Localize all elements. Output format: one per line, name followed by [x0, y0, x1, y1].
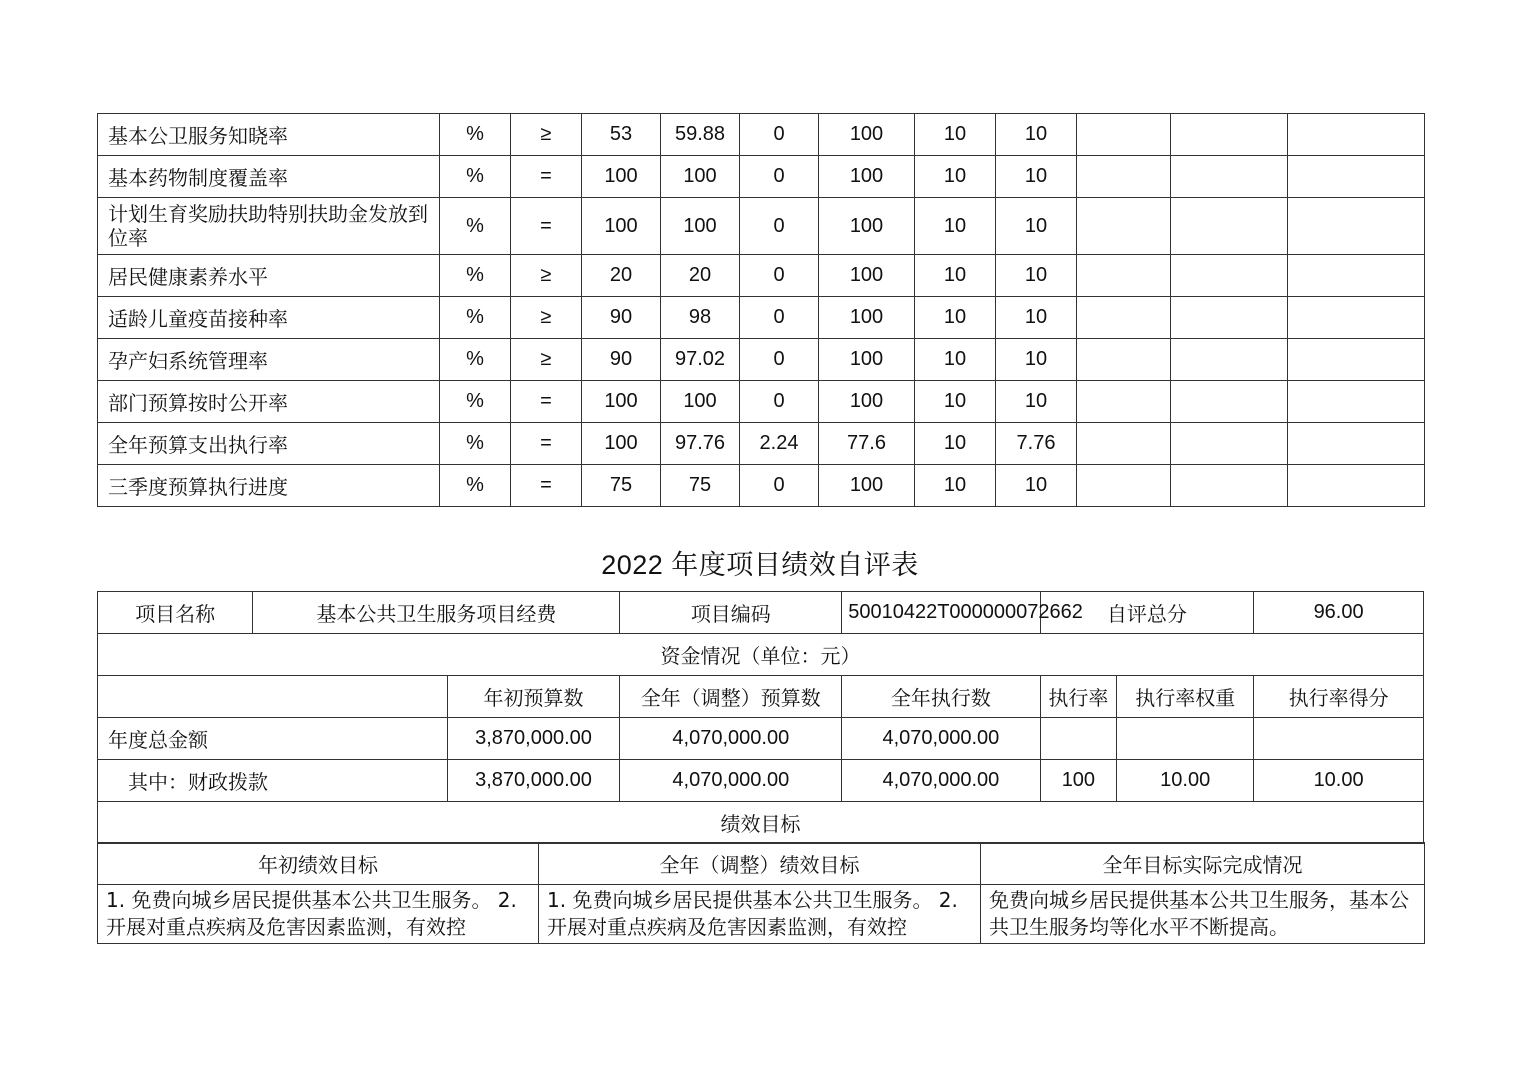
indicator-empty-cell [1171, 381, 1288, 423]
header-exec-weight: 执行率权重 [1117, 676, 1254, 718]
indicator-empty-cell [1171, 465, 1288, 507]
indicator-target: 75 [582, 465, 661, 507]
goals-table [97, 842, 1425, 944]
indicator-score: 10 [996, 156, 1077, 198]
table-row [98, 114, 1425, 156]
indicator-unit: % [440, 255, 511, 297]
project-name-value: 基本公共卫生服务项目经费 [253, 592, 620, 634]
total-label: 年度总金额 [98, 718, 448, 760]
indicator-target: 90 [582, 339, 661, 381]
indicator-deviation: 0 [740, 465, 819, 507]
indicator-empty-cell [1077, 465, 1171, 507]
indicator-target: 100 [582, 198, 661, 255]
indicator-score: 7.76 [996, 423, 1077, 465]
indicator-weight: 10 [915, 255, 996, 297]
indicator-rate: 100 [819, 114, 915, 156]
project-code-value: 50010422T000000072662 [842, 592, 1040, 634]
indicator-actual: 100 [661, 381, 740, 423]
funds-header-row [98, 676, 1424, 718]
indicator-name: 部门预算按时公开率 [98, 381, 440, 423]
goals-section-label: 绩效目标 [98, 802, 1424, 844]
header-exec-score: 执行率得分 [1254, 676, 1424, 718]
indicator-rate: 100 [819, 381, 915, 423]
table-row [98, 339, 1425, 381]
goals-content-row [98, 885, 1425, 944]
indicator-rate: 100 [819, 156, 915, 198]
indicator-actual: 75 [661, 465, 740, 507]
fiscal-adjusted: 4,070,000.00 [620, 760, 842, 802]
indicator-deviation: 0 [740, 381, 819, 423]
header-executed: 全年执行数 [842, 676, 1040, 718]
indicator-score: 10 [996, 198, 1077, 255]
indicator-score: 10 [996, 114, 1077, 156]
indicator-name: 基本公卫服务知晓率 [98, 114, 440, 156]
table-row [98, 423, 1425, 465]
indicator-score: 10 [996, 255, 1077, 297]
indicator-empty-cell [1288, 297, 1425, 339]
indicator-rate: 77.6 [819, 423, 915, 465]
indicator-weight: 10 [915, 423, 996, 465]
indicator-rate: 100 [819, 255, 915, 297]
indicator-name: 孕产妇系统管理率 [98, 339, 440, 381]
indicator-unit: % [440, 198, 511, 255]
indicator-empty-cell [1288, 114, 1425, 156]
total-rate [1040, 718, 1117, 760]
indicator-unit: % [440, 297, 511, 339]
indicator-target: 100 [582, 423, 661, 465]
indicator-empty-cell [1077, 423, 1171, 465]
indicator-weight: 10 [915, 465, 996, 507]
total-score-value: 96.00 [1254, 592, 1424, 634]
indicator-empty-cell [1288, 423, 1425, 465]
indicator-rate: 100 [819, 465, 915, 507]
header-adjusted-goals: 全年（调整）绩效目标 [539, 843, 981, 885]
indicator-unit: % [440, 423, 511, 465]
indicator-target: 100 [582, 156, 661, 198]
indicator-actual: 98 [661, 297, 740, 339]
indicator-operator: ≥ [511, 114, 582, 156]
header-adjusted-budget: 全年（调整）预算数 [620, 676, 842, 718]
indicator-actual: 100 [661, 198, 740, 255]
indicator-weight: 10 [915, 198, 996, 255]
fiscal-score: 10.00 [1254, 760, 1424, 802]
indicator-unit: % [440, 156, 511, 198]
total-score-label: 自评总分 [1040, 592, 1254, 634]
header-initial-goals: 年初绩效目标 [98, 843, 539, 885]
indicator-score: 10 [996, 339, 1077, 381]
indicator-name: 基本药物制度覆盖率 [98, 156, 440, 198]
indicator-empty-cell [1171, 423, 1288, 465]
indicator-unit: % [440, 114, 511, 156]
funds-fiscal-row [98, 760, 1424, 802]
indicator-name: 适龄儿童疫苗接种率 [98, 297, 440, 339]
fiscal-rate: 100 [1040, 760, 1117, 802]
indicator-operator: = [511, 156, 582, 198]
goals-section-row [98, 802, 1424, 844]
indicator-score: 10 [996, 297, 1077, 339]
indicator-unit: % [440, 339, 511, 381]
indicator-weight: 10 [915, 381, 996, 423]
indicator-deviation: 0 [740, 198, 819, 255]
indicator-weight: 10 [915, 156, 996, 198]
indicator-deviation: 0 [740, 114, 819, 156]
indicator-unit: % [440, 465, 511, 507]
indicator-rate: 100 [819, 339, 915, 381]
indicator-empty-cell [1171, 339, 1288, 381]
indicator-unit: % [440, 381, 511, 423]
indicator-operator: = [511, 198, 582, 255]
indicator-empty-cell [1288, 465, 1425, 507]
funds-total-row [98, 718, 1424, 760]
table-row [98, 198, 1425, 255]
indicator-empty-cell [1288, 198, 1425, 255]
indicator-operator: = [511, 465, 582, 507]
table-row [98, 255, 1425, 297]
indicator-operator: ≥ [511, 297, 582, 339]
total-weight [1117, 718, 1254, 760]
indicator-operator: = [511, 381, 582, 423]
indicator-empty-cell [1288, 381, 1425, 423]
header-actual-completion: 全年目标实际完成情况 [981, 843, 1425, 885]
indicator-actual: 59.88 [661, 114, 740, 156]
indicator-deviation: 2.24 [740, 423, 819, 465]
indicator-weight: 10 [915, 297, 996, 339]
indicator-deviation: 0 [740, 255, 819, 297]
indicator-deviation: 0 [740, 156, 819, 198]
indicator-empty-cell [1171, 297, 1288, 339]
indicator-empty-cell [1288, 255, 1425, 297]
indicator-weight: 10 [915, 339, 996, 381]
fiscal-executed: 4,070,000.00 [842, 760, 1040, 802]
indicator-empty-cell [1077, 381, 1171, 423]
indicator-name: 计划生育奖励扶助特别扶助金发放到位率 [98, 198, 440, 255]
indicator-empty-cell [1171, 255, 1288, 297]
indicator-target: 100 [582, 381, 661, 423]
actual-completion-text: 免费向城乡居民提供基本公共卫生服务，基本公共卫生服务均等化水平不断提高。 [981, 885, 1425, 944]
indicator-empty-cell [1171, 156, 1288, 198]
indicator-deviation: 0 [740, 297, 819, 339]
table-row [98, 381, 1425, 423]
funds-section-label: 资金情况（单位：元） [98, 634, 1424, 676]
fiscal-initial: 3,870,000.00 [447, 760, 620, 802]
adjusted-goals-text: 1. 免费向城乡居民提供基本公共卫生服务。 2. 开展对重点疾病及危害因素监测，有效控 [539, 885, 981, 944]
indicator-empty-cell [1171, 198, 1288, 255]
total-score [1254, 718, 1424, 760]
goals-header-row [98, 843, 1425, 885]
project-name-label: 项目名称 [98, 592, 253, 634]
funds-header-blank [98, 676, 448, 718]
indicator-operator: = [511, 423, 582, 465]
fiscal-label: 其中：财政拨款 [98, 760, 448, 802]
total-adjusted: 4,070,000.00 [620, 718, 842, 760]
indicator-empty-cell [1288, 339, 1425, 381]
header-initial-budget: 年初预算数 [447, 676, 620, 718]
table-row [98, 465, 1425, 507]
indicator-empty-cell [1288, 156, 1425, 198]
indicator-name: 全年预算支出执行率 [98, 423, 440, 465]
indicator-actual: 100 [661, 156, 740, 198]
indicator-actual: 97.76 [661, 423, 740, 465]
project-info-row [98, 592, 1424, 634]
indicator-target: 20 [582, 255, 661, 297]
indicator-name: 居民健康素养水平 [98, 255, 440, 297]
indicator-weight: 10 [915, 114, 996, 156]
indicator-empty-cell [1077, 339, 1171, 381]
funds-section-row [98, 634, 1424, 676]
indicator-operator: ≥ [511, 255, 582, 297]
indicator-rate: 100 [819, 198, 915, 255]
total-executed: 4,070,000.00 [842, 718, 1040, 760]
indicator-deviation: 0 [740, 339, 819, 381]
indicator-actual: 97.02 [661, 339, 740, 381]
fiscal-weight: 10.00 [1117, 760, 1254, 802]
initial-goals-text: 1. 免费向城乡居民提供基本公共卫生服务。 2. 开展对重点疾病及危害因素监测，有效控 [98, 885, 539, 944]
indicator-empty-cell [1077, 255, 1171, 297]
indicator-score: 10 [996, 465, 1077, 507]
indicator-empty-cell [1171, 114, 1288, 156]
indicator-empty-cell [1077, 297, 1171, 339]
indicator-operator: ≥ [511, 339, 582, 381]
indicator-target: 90 [582, 297, 661, 339]
indicator-target: 53 [582, 114, 661, 156]
indicator-score: 10 [996, 381, 1077, 423]
indicator-empty-cell [1077, 114, 1171, 156]
funds-table [97, 591, 1424, 844]
total-initial: 3,870,000.00 [447, 718, 620, 760]
header-exec-rate: 执行率 [1040, 676, 1117, 718]
indicator-rate: 100 [819, 297, 915, 339]
indicator-empty-cell [1077, 156, 1171, 198]
project-code-label: 项目编码 [620, 592, 842, 634]
indicators-table [97, 113, 1425, 507]
indicator-empty-cell [1077, 198, 1171, 255]
page-title: 2022 年度项目绩效自评表 [601, 550, 919, 580]
table-row [98, 156, 1425, 198]
indicator-name: 三季度预算执行进度 [98, 465, 440, 507]
table-row [98, 297, 1425, 339]
indicator-actual: 20 [661, 255, 740, 297]
